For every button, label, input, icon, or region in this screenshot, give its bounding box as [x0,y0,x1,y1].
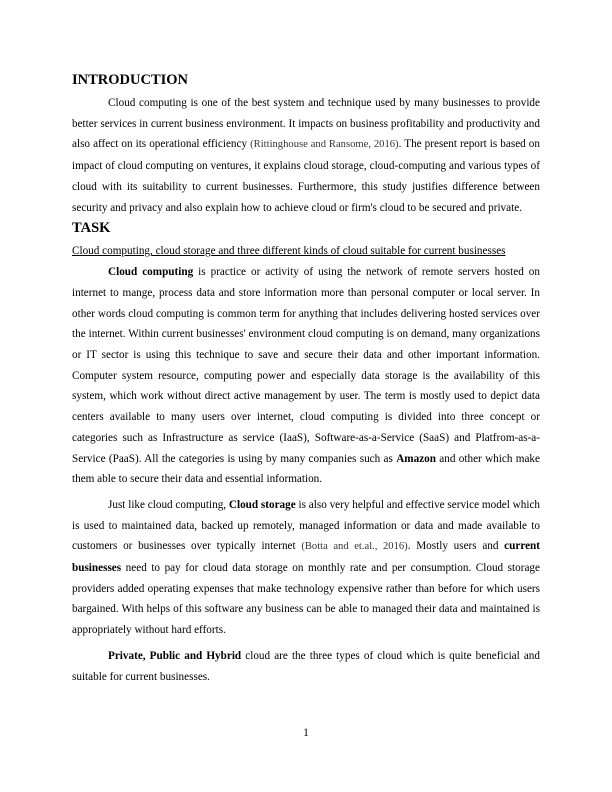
current-businesses-term: current businesses [72,540,541,575]
introduction-heading: INTRODUCTION [72,72,189,88]
task-heading: TASK [72,220,111,237]
intro-citation: (Rittinghouse and Ransome, 2016) [250,139,399,151]
page-number: 1 [303,727,309,739]
document-page [72,70,540,687]
cloud-storage-term: Cloud storage [228,498,296,511]
cloud-types-term: Private, Public and Hybrid [108,649,242,662]
cloud-storage-text-2: . Mostly users and [407,540,505,553]
amazon-term: Amazon [396,452,436,465]
intro-text: Cloud computing is one of the best system and technique used by many businesses to provide better services in current business environment. It impacts on business profitability and productivity and also affect on its operational efficiency [72,97,540,151]
cloud-types-text: cloud are the three types of cloud which is quite beneficial and suitable for current businesses. [72,649,540,683]
cloud-computing-text-tail: and other which make them able to secure their data and essential information. [72,452,540,486]
cloud-storage-paragraph [72,495,540,641]
cloud-storage-text: is also very helpful and effective service model which is used to maintained data, backed up remotely, managed information or data and made available to customers or businesses over typically internet [72,498,540,553]
cloud-storage-text-tail: need to pay for cloud data storage on monthly rate and per consumption. Cloud storage providers added operating expenses that make technology expensive rather than before for which users bargained. With helps of this software any business can be able to managed their data and maintained is appropriately without hard efforts. [72,562,540,637]
cloud-computing-term: Cloud computing [108,266,194,279]
intro-text-tail: . The present report is based on impact of cloud computing on ventures, it explains cloud storage, cloud-computing and various types of cloud with its suitability to current businesses. Furthermore, this study justifies difference between security and privacy and also explain how to achieve cloud or firm's cloud to be secured and private. [72,138,540,214]
cloud-computing-text: is practice or activity of using the network of remote servers hosted on internet to mange, process data and store information more than personal computer or local server. In other words cloud computing is common term for anything that includes delivering hosted services over the internet. Within current businesses' environment cloud computing is on demand, many organizations or IT sector is using this technique to save and secure their data and other important information. Computer system resource, computing power and especially data storage is the availability of this system, which work without direct active management by user. The term is mostly used to depict data centers available to many users over internet, cloud computing is divided into three concept or categories such as Infrastructure as service (IaaS), Software-as-a-Service (SaaS) and Platfrom-as-a-Service (PaaS). All the categories is using by many companies such as [72,266,540,465]
cloud-computing-paragraph [72,262,540,490]
introduction-paragraph [72,93,540,218]
cloud-storage-lead: Just like cloud computing, [108,498,229,511]
cloud-types-paragraph [72,646,540,687]
task-subheading: Cloud computing, cloud storage and three different kinds of cloud suitable for current businesses [72,245,506,258]
cloud-storage-citation: (Botta and et.al., 2016) [301,541,408,553]
